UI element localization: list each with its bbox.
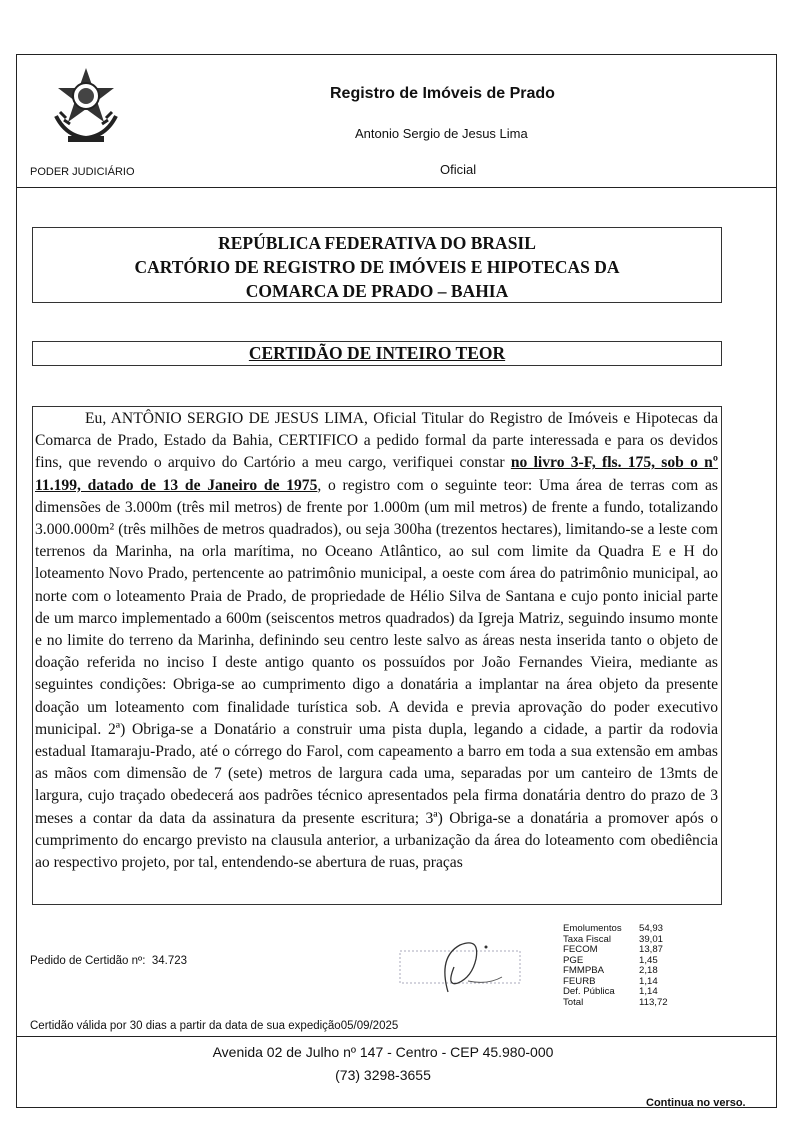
- officer-role: Oficial: [440, 162, 477, 177]
- fee-label: Def. Pública: [563, 986, 615, 997]
- official-stamp-signature-icon: [398, 937, 528, 999]
- fees-table: [563, 924, 673, 1008]
- fee-value: 1,45: [639, 954, 658, 966]
- fee-value: 54,93: [639, 923, 664, 934]
- gov-line-1: REPÚBLICA FEDERATIVA DO BRASIL: [218, 233, 536, 253]
- footer-address: Avenida 02 de Julho nº 147 - Centro - CEP 45.980-000: [212, 1044, 554, 1060]
- pedido-label: Pedido de Certidão nº:: [30, 955, 146, 967]
- pedido-certidao: [30, 955, 187, 967]
- government-header-box: [32, 227, 722, 303]
- fee-label: FECOM: [563, 944, 598, 955]
- certificate-title: CERTIDÃO DE INTEIRO TEOR: [248, 343, 506, 363]
- officer-name: Antonio Sergio de Jesus Lima: [355, 126, 528, 141]
- gov-line-3: COMARCA DE PRADO – BAHIA: [245, 281, 509, 301]
- brazil-coat-of-arms-icon: [46, 66, 126, 146]
- fee-value: 39,01: [639, 933, 664, 945]
- fee-label: Emolumentos: [563, 923, 622, 934]
- fee-label: FMMPBA: [563, 965, 605, 976]
- fee-row: [563, 966, 673, 977]
- fee-total-label: Total: [563, 996, 584, 1008]
- fee-row: [563, 987, 673, 998]
- poder-judiciario-label: PODER JUDICIÁRIO: [30, 166, 135, 178]
- pedido-number: 34.723: [151, 955, 188, 967]
- certificate-body: [32, 406, 722, 905]
- footer-divider: [17, 1036, 776, 1037]
- fee-label: Taxa Fiscal: [563, 933, 611, 945]
- footer-phone: (73) 3298-3655: [335, 1067, 431, 1083]
- validity-notice: Certidão válida por 30 dias a partir da data de sua expedição05/09/2025: [30, 1020, 399, 1032]
- fee-row: [563, 924, 673, 935]
- fee-label: FEURB: [563, 975, 596, 987]
- body-text-before: Eu, ANTÔNIO SERGIO DE JESUS LIMA, Oficial Titular do Registro de Imóveis e Hipotecas da Comarca de Prado, Estado da Bahia, CERTIFICO a pedido formal da parte interessada e para os devidos fins, que revendo o arquivo do Cartório a meu cargo, verifiquei constar: [35, 410, 718, 472]
- fee-row: [563, 945, 673, 956]
- gov-line-2: CARTÓRIO DE REGISTRO DE IMÓVEIS E HIPOTECAS DA: [134, 257, 620, 277]
- fee-value: 2,18: [639, 965, 658, 976]
- fee-row-total: [563, 998, 673, 1009]
- fee-value: 13,87: [639, 944, 664, 955]
- registry-reference: no livro 3-F, fls. 175, sob o nº 11.199, datado de 13 de Janeiro de 1975: [35, 454, 718, 494]
- continua-verso: Continua no verso.: [646, 1097, 746, 1109]
- body-text-after: , o registro com o seguinte teor: Uma área de terras com as dimensões de 3.000m (três mil metros) de frente por 1.000m (um mil metros) de frente a fundo, totalizando 3.000.000m² (três milhões de metros quadrados), ou seja 300ha (trezentos hectares), limitando-se a leste com terrenos da Marinha, na orla marítima, no Oceano Atlântico, ao sul com limite da Quadra E e H do loteamento Novo Prado, pertencente ao patrimônio municipal, a oeste com área do patrimônio municipal, ao norte com o loteamento Praia de Prado, de propriedade de Hélio Silva de Santana e cujo ponto inicial parte de um marco implementado a 600m (seiscentos metros quadrados) da Igreja Matriz, seguindo insumo monte e no limite do terreno da Marinha, definindo seu centro leste salvo as áreas nesta inserida tanto o objeto de doação referida no inciso I deste antigo quanto os possuídos por João Fernandes Vieira, mediante as seguintes condições: Obriga-se ao cumprimento digo a donatária a implantar na área objeto da presente doação um loteamento com finalidade turística sob. A devida e previa aprovação do poder executivo municipal. 2ª) Obriga-se a Donatário a construir uma pista dupla, legando a cidade, a partir da rodovia estadual Itamaraju-Prado, até o córrego do Farol, com capeamento a barro em toda a sua extensão em ambas as mãos com dimensão de 7 (sete) metros de largura cada uma, separadas por um canteiro de 13mts de largura, cujo traçado obedecerá aos padrões técnico apresentados pela firma donatária dentro do prazo de 3 meses a contar da data da assinatura da presente escritura; 3ª) Obriga-se a donatária a promover após o cumprimento do encargo previsto na clausula anterior, a urbanização da área do loteamento com obediência ao respectivo projeto, por tal, entendendo-se abertura de ruas, praças: [35, 476, 718, 872]
- fee-value: 1,14: [639, 975, 658, 987]
- fee-label: PGE: [563, 954, 584, 966]
- body-paragraph: [35, 408, 718, 874]
- fee-total-value: 113,72: [639, 996, 668, 1008]
- registry-title: Registro de Imóveis de Prado: [330, 85, 555, 102]
- fee-value: 1,14: [639, 986, 658, 997]
- certificate-title-box: [32, 341, 722, 366]
